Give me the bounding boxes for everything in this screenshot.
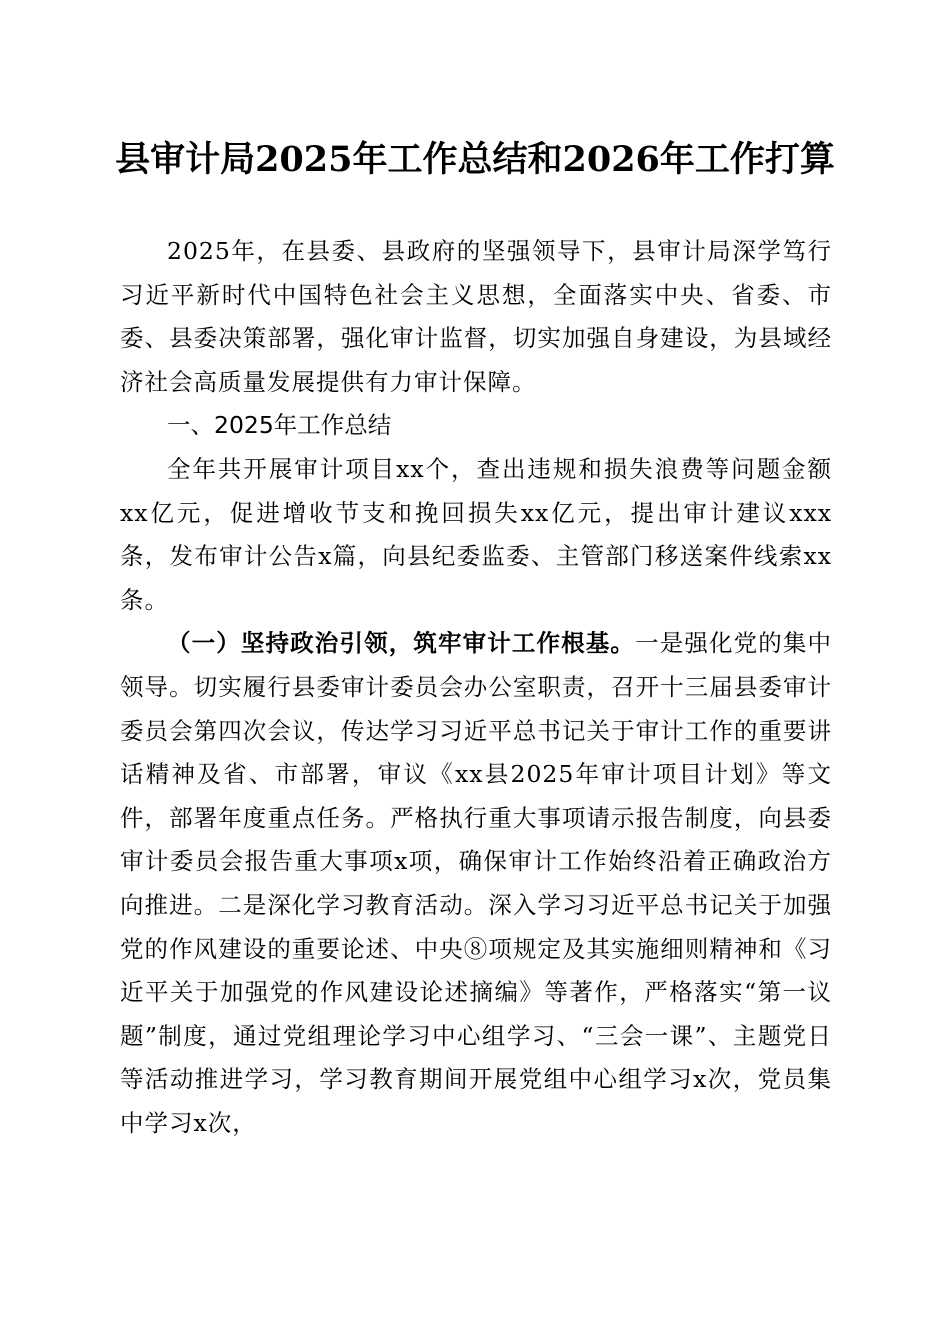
subsection-paragraph-1 (120, 622, 832, 1145)
subsection-lead-1: （一）坚持政治引领，筑牢审计工作根基。 (167, 629, 636, 658)
section-heading-1: 一、2025年工作总结 (167, 411, 392, 440)
document-title: 县审计局2025年工作总结和2026年工作打算 (115, 139, 835, 180)
intro-paragraph: 2025年，在县委、县政府的坚强领导下，县审计局深学笃行习近平新时代中国特色社会主义思想，全面落实中央、省委、市委、县委决策部署，强化审计监督，切实加强自身建设，为县域经济社会高质量发展提供有力审计保障。 (120, 237, 832, 396)
subsection-text-1: 一是强化党的集中领导。切实履行县委审计委员会办公室职责，召开十三届县委审计委员会第四次会议，传达学习习近平总书记关于审计工作的重要讲话精神及省、市部署，审议《xx县2025年审计项目计划》等文件，部署年度重点任务。严格执行重大事项请示报告制度，向县委审计委员会报告重大事项x项，确保审计工作始终沿着正确政治方向推进。二是深化学习教育活动。深入学习习近平总书记关于加强党的作风建设的重要论述、中央⑧项规定及其实施细则精神和《习近平关于加强党的作风建设论述摘编》等著作，严格落实“第一议题”制度，通过党组理论学习中心组学习、“三会一课”、主题党日等活动推进学习，学习教育期间开展党组中心组学习x次，党员集中学习x次， (120, 629, 833, 1137)
document-body (120, 230, 832, 1145)
summary-paragraph: 全年共开展审计项目xx个，查出违规和损失浪费等问题金额xx亿元，促进增收节支和挽回损失xx亿元，提出审计建议xxx条，发布审计公告x篇，向县纪委监委、主管部门移送案件线索xx条。 (120, 454, 832, 614)
